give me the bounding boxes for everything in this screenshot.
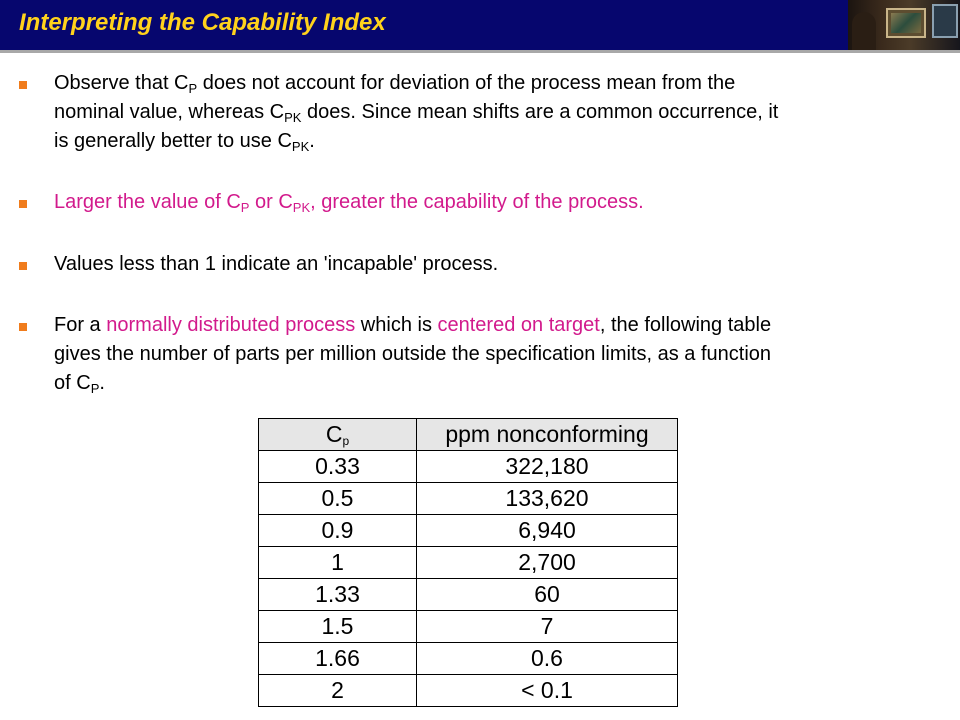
- slide-title: Interpreting the Capability Index: [19, 9, 386, 36]
- table-row: [259, 611, 678, 643]
- header-photo: [848, 0, 960, 50]
- table-row: [259, 515, 678, 547]
- photo-monitor: [886, 8, 926, 38]
- bullet-item-larger-value: Larger the value of $C_P$ or $C_{PK}$, greater the capability of the process.: [54, 191, 644, 215]
- column-header-ppm: ppm nonconforming: [417, 419, 678, 451]
- cp-cell: 0.9: [259, 515, 417, 547]
- bullet-marker-icon: [19, 323, 27, 331]
- ppm-cell: 133,620: [417, 483, 678, 515]
- bullet-1-line-3: is generally better to use $C_{PK}$.: [54, 130, 315, 154]
- ppm-cell: 7: [417, 611, 678, 643]
- ppm-cell: < 0.1: [417, 675, 678, 707]
- table-row: [259, 451, 678, 483]
- ppm-cell: 322,180: [417, 451, 678, 483]
- ppm-cell: 60: [417, 579, 678, 611]
- column-header-cp: $C_p$: [259, 419, 417, 451]
- ppm-cell: 0.6: [417, 643, 678, 675]
- bullet-marker-icon: [19, 81, 27, 89]
- bullet-item-cp-vs-cpk: [54, 69, 934, 156]
- cp-cell: 1.33: [259, 579, 417, 611]
- bullet-1-line-2: nominal value, whereas $C_{PK}$ does. Since mean shifts are a common occurrence, it: [54, 101, 779, 125]
- table-row: [259, 675, 678, 707]
- cp-cell: 0.33: [259, 451, 417, 483]
- bullet-marker-icon: [19, 262, 27, 270]
- table-header-row: [259, 419, 678, 451]
- title-bar: [0, 0, 960, 53]
- photo-monitor-secondary: [932, 4, 958, 38]
- photo-person-silhouette: [852, 12, 876, 50]
- cp-cell: 1.5: [259, 611, 417, 643]
- table-row: [259, 579, 678, 611]
- table-row: [259, 547, 678, 579]
- bullet-1-line-1: Observe that $C_P$ does not account for deviation of the process mean from the: [54, 72, 736, 96]
- cp-cell: 2: [259, 675, 417, 707]
- cp-cell: 1: [259, 547, 417, 579]
- ppm-table: [258, 418, 678, 707]
- ppm-cell: 2,700: [417, 547, 678, 579]
- table-row: [259, 483, 678, 515]
- bullet-marker-icon: [19, 200, 27, 208]
- table-row: [259, 643, 678, 675]
- ppm-cell: 6,940: [417, 515, 678, 547]
- bullet-4-line-2: gives the number of parts per million outside the specification limits, as a function: [54, 343, 772, 365]
- bullet-item-incapable: Values less than 1 indicate an 'incapable' process.: [54, 253, 499, 275]
- cp-cell: 1.66: [259, 643, 417, 675]
- bullet-4-line-3: of $C_P$.: [54, 372, 105, 396]
- bullet-4-line-1: For a normally distributed process which is centered on target, the following table: [54, 314, 772, 336]
- bullet-item-normal-distribution: [54, 311, 934, 398]
- cp-cell: 0.5: [259, 483, 417, 515]
